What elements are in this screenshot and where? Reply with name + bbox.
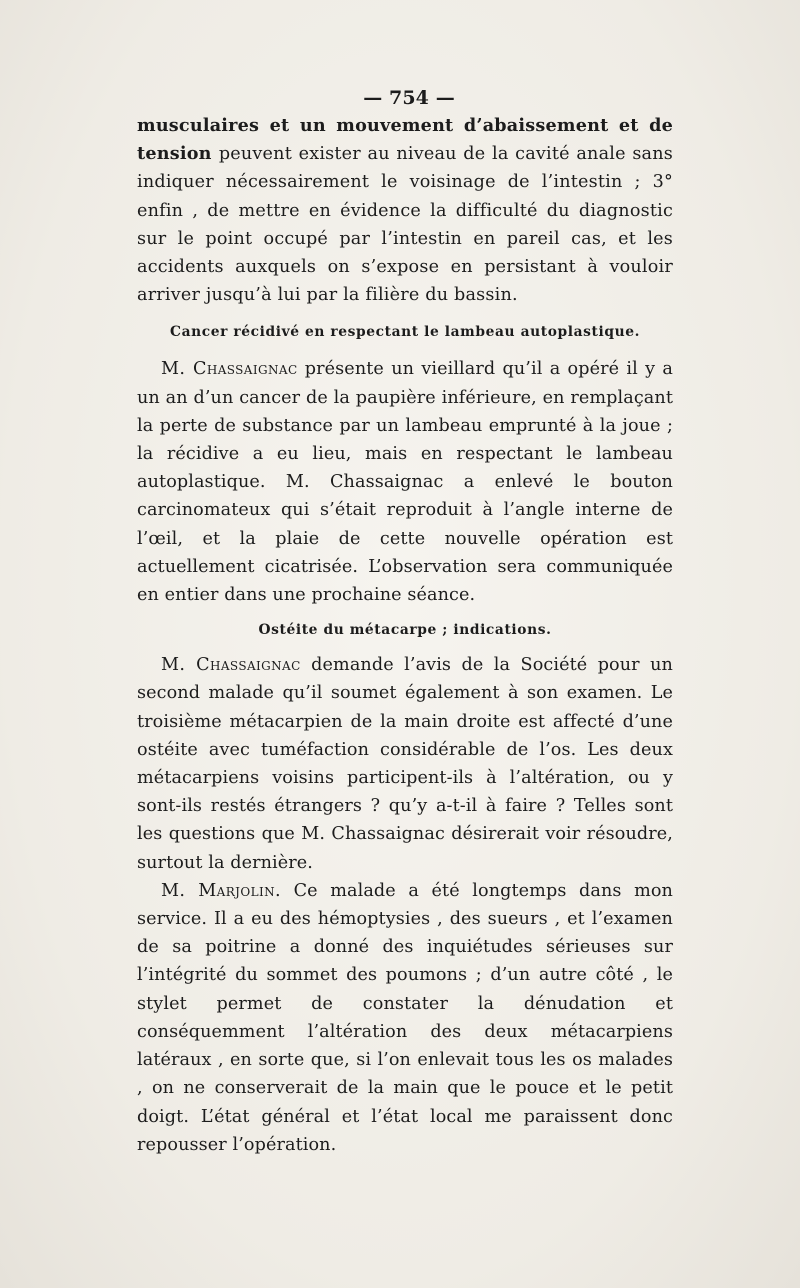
speaker-name: M. Chassaignac (161, 359, 298, 380)
paragraph-text: Ce malade a été longtemps dans mon service. Il a eu des hémoptysies , des sueurs , et l’examen de sa poitrine a donné des inquiétudes sérieuses sur l’intégrité du sommet des poumons ; d’un autre côté , le stylet permet de constater la dénudation et conséquemment l’altération des deux métacarpiens latéraux , en sorte que, si l’on enlevait tous les os malades , on ne conserverait de la main que le pouce et le petit doigt. L’état général et l’état local me paraissent donc repousser l’opération. (137, 880, 673, 1155)
speaker-name: M. Chassaignac (161, 655, 301, 676)
page-number: — 754 — (363, 87, 455, 109)
page-text-block (137, 84, 673, 1159)
paragraph-text: présente un vieillard qu’il a opéré il y a un an d’un cancer de la paupière inférieure, en remplaçant la perte de substance par un lambeau emprunté à la joue ; la récidive a eu lieu, mais en respectant le lambeau autoplastique. M. Chassaignac a enlevé le bouton carcinomateux qui s’était reproduit à l’angle interne de l’œil, et la plaie de cette nouvelle opération est actuellement cicatrisée. L’observation sera communiquée en entier dans une prochaine séance. (137, 359, 673, 606)
continuation-paragraph (137, 112, 673, 309)
section-heading-osteite: Ostéite du métacarpe ; indications. (258, 622, 552, 639)
speaker-name: M. Marjolin. (161, 880, 282, 901)
continuation-bold-line: musculaires et un mouvement d’abaissement et de tension (137, 115, 673, 165)
paragraph-text: demande l’avis de la Société pour un second malade qu’il soumet également à son examen. Le troisième métacarpien de la main droite est affecté d’une ostéite avec tuméfaction considérable de l’os. Les deux métacarpiens voisins participent-ils à l’altération, ou y sont-ils restés étrangers ? qu’y a-t-il à faire ? Telles sont les questions que M. Chassaignac désirerait voir résoudre, surtout la dernière. (137, 655, 673, 873)
paragraph-osteite-chassaignac (137, 651, 673, 877)
section-heading-cancer: Cancer récidivé en respectant le lambeau autoplastique. (170, 324, 640, 341)
paragraph-cancer (137, 355, 673, 609)
paragraph-osteite-marjolin (137, 877, 673, 1159)
continuation-text: peuvent exister au niveau de la cavité anale sans indiquer nécessairement le voisinage de l’intestin ; 3° enfin , de mettre en évidence la difficulté du diagnostic sur le point occupé par l’intestin en pareil cas, et les accidents auxquels on s’expose en persistant à vouloir arriver jusqu’à lui par la filière du bassin. (137, 144, 674, 306)
